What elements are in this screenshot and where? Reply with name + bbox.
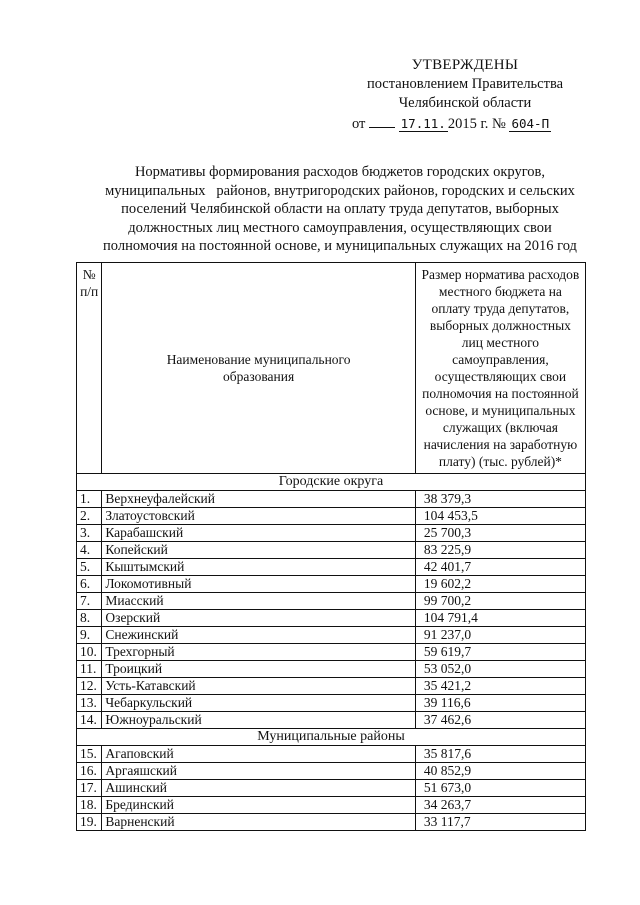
decree-year: 2015 г.: [447, 116, 489, 132]
row-number: 6.: [77, 576, 102, 593]
row-name: Южноуральский: [102, 712, 415, 729]
table-row: [77, 576, 586, 593]
decree-line: [340, 113, 590, 134]
row-name: Агаповский: [102, 746, 415, 763]
row-value: 35 817,6: [415, 746, 585, 763]
approval-line-region: Челябинской области: [398, 95, 532, 111]
header-name: Наименование муниципального образования: [102, 263, 415, 474]
decree-number: 604-П: [511, 116, 550, 131]
approved-heading: УТВЕРЖДЕНЫ: [411, 57, 519, 73]
row-value: 35 421,2: [415, 678, 585, 695]
row-value: 19 602,2: [415, 576, 585, 593]
row-number: 15.: [77, 746, 102, 763]
table-row: [77, 661, 586, 678]
row-name: Чебаркульский: [102, 695, 415, 712]
section-title: Городские округа: [77, 474, 586, 491]
norms-table: [76, 262, 586, 831]
row-value: 39 116,6: [415, 695, 585, 712]
title-line: полномочия на постоянной основе, и муниципальных служащих на 2016 год: [103, 238, 577, 254]
row-number: 17.: [77, 780, 102, 797]
table-row: [77, 763, 586, 780]
table-body: [77, 474, 586, 831]
row-value: 37 462,6: [415, 712, 585, 729]
table-row: [77, 695, 586, 712]
table-row: [77, 712, 586, 729]
table-header-row: [77, 263, 586, 474]
row-name: Ашинский: [102, 780, 415, 797]
row-name: Снежинский: [102, 627, 415, 644]
row-number: 2.: [77, 508, 102, 525]
row-number: 19.: [77, 814, 102, 831]
title-line: Нормативы формирования расходов бюджетов городских округов,: [134, 164, 546, 180]
row-value: 33 117,7: [415, 814, 585, 831]
table-row: [77, 525, 586, 542]
document-title: [70, 163, 610, 256]
table-row: [77, 746, 586, 763]
row-value: 40 852,9: [415, 763, 585, 780]
table-row: [77, 797, 586, 814]
row-number: 11.: [77, 661, 102, 678]
row-value: 25 700,3: [415, 525, 585, 542]
row-number: 13.: [77, 695, 102, 712]
table-row: [77, 780, 586, 797]
table-row: [77, 627, 586, 644]
table-row: [77, 814, 586, 831]
row-name: Варненский: [102, 814, 415, 831]
section-row: [77, 729, 586, 746]
table-row: [77, 593, 586, 610]
row-number: 7.: [77, 593, 102, 610]
table-row: [77, 491, 586, 508]
table-row: [77, 644, 586, 661]
row-name: Аргаяшский: [102, 763, 415, 780]
decree-blank: [369, 113, 395, 128]
row-number: 12.: [77, 678, 102, 695]
decree-from-label: от: [352, 116, 366, 132]
row-number: 16.: [77, 763, 102, 780]
row-value: 38 379,3: [415, 491, 585, 508]
row-number: 18.: [77, 797, 102, 814]
row-number: 8.: [77, 610, 102, 627]
row-value: 34 263,7: [415, 797, 585, 814]
table-row: [77, 610, 586, 627]
row-value: 91 237,0: [415, 627, 585, 644]
row-name: Златоустовский: [102, 508, 415, 525]
table-row: [77, 678, 586, 695]
row-name: Брединский: [102, 797, 415, 814]
approval-stamp: [340, 56, 590, 134]
title-line: должностных лиц местного самоуправления, осуществляющих свои: [128, 219, 552, 236]
row-name: Озерский: [102, 610, 415, 627]
row-name: Миасский: [102, 593, 415, 610]
row-value: 99 700,2: [415, 593, 585, 610]
title-line: поселений Челябинской области на оплату труда депутатов, выборных: [121, 201, 559, 217]
row-number: 3.: [77, 525, 102, 542]
row-value: 51 673,0: [415, 780, 585, 797]
decree-date: 17.11.: [400, 116, 446, 131]
table-row: [77, 508, 586, 525]
title-line: муниципальных районов, внутригородских районов, городских и сельских: [105, 182, 575, 199]
decree-number-label: №: [492, 116, 506, 132]
row-value: 53 052,0: [415, 661, 585, 678]
row-number: 1.: [77, 491, 102, 508]
approval-line-government: постановлением Правительства: [366, 76, 564, 92]
header-number: № п/п: [77, 263, 102, 474]
row-name: Карабашский: [102, 525, 415, 542]
table-row: [77, 559, 586, 576]
row-name: Кыштымский: [102, 559, 415, 576]
section-row: [77, 474, 586, 491]
row-name: Копейский: [102, 542, 415, 559]
row-name: Троицкий: [102, 661, 415, 678]
row-value: 104 453,5: [415, 508, 585, 525]
row-number: 9.: [77, 627, 102, 644]
table-row: [77, 542, 586, 559]
row-value: 59 619,7: [415, 644, 585, 661]
row-name: Верхнеуфалейский: [102, 491, 415, 508]
row-number: 4.: [77, 542, 102, 559]
row-value: 42 401,7: [415, 559, 585, 576]
row-name: Трехгорный: [102, 644, 415, 661]
row-number: 14.: [77, 712, 102, 729]
header-value: Размер норматива расходов местного бюджета на оплату труда депутатов, выборных должностных лиц местного самоуправления, осуществляющих свои полномочия на постоянной основе, и муниципальных служащих (включая начисления на заработную плату) (тыс. рублей)*: [415, 263, 585, 474]
section-title: Муниципальные районы: [77, 729, 586, 746]
row-number: 10.: [77, 644, 102, 661]
row-name: Локомотивный: [102, 576, 415, 593]
row-value: 83 225,9: [415, 542, 585, 559]
row-number: 5.: [77, 559, 102, 576]
row-value: 104 791,4: [415, 610, 585, 627]
row-name: Усть-Катавский: [102, 678, 415, 695]
